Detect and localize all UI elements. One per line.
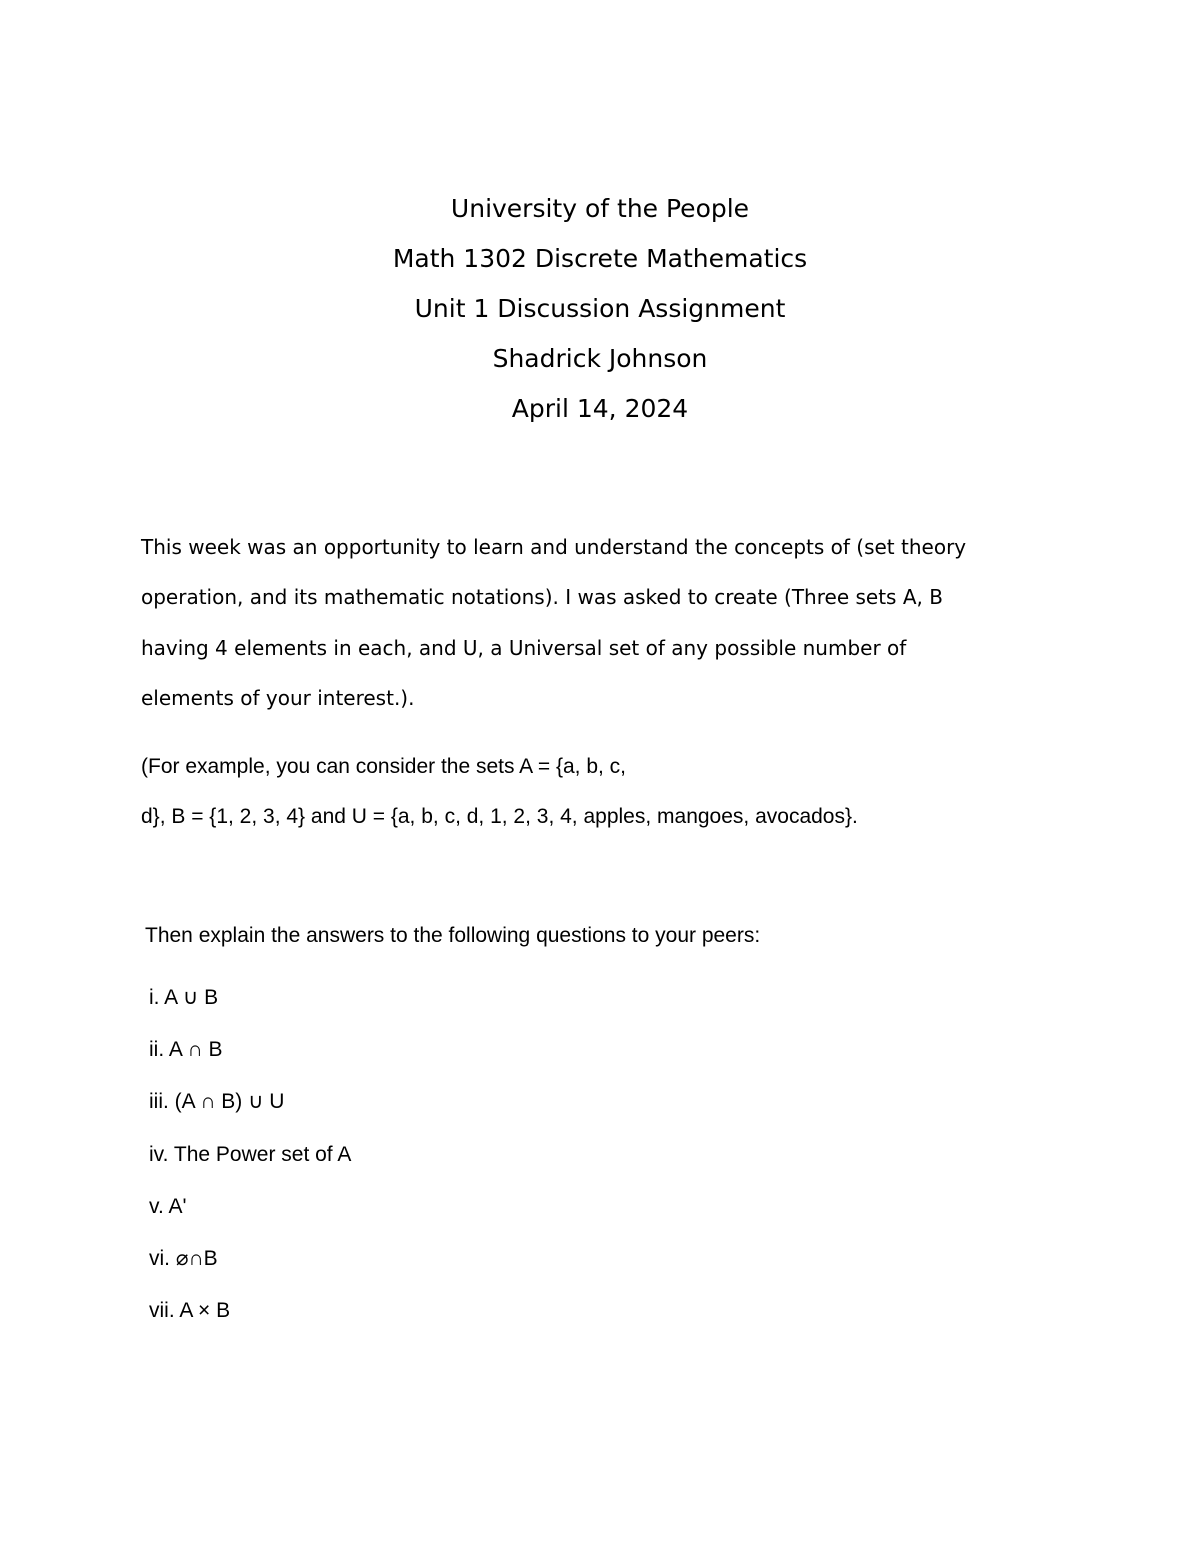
intro-line: operation, and its mathematic notations). I was asked to create (Three sets A, B	[141, 585, 943, 610]
instruction-text: Then explain the answers to the following questions to your peers:	[145, 924, 761, 947]
question-item: i. A ∪ B	[149, 986, 219, 1009]
intro-line: This week was an opportunity to learn and understand the concepts of (set theory	[141, 535, 967, 559]
document-date: April 14, 2024	[511, 394, 689, 423]
example-line: d}, B = {1, 2, 3, 4} and U = {a, b, c, d, 1, 2, 3, 4, apples, mangoes, avocados}.	[141, 805, 858, 828]
author-name: Shadrick Johnson	[492, 344, 708, 373]
question-item: ii. A ∩ B	[149, 1038, 223, 1062]
question-item: vii. A × B	[149, 1299, 231, 1323]
question-item: iv. The Power set of A	[149, 1142, 352, 1166]
course-title: Math 1302 Discrete Mathematics	[392, 244, 808, 273]
example-line: (For example, you can consider the sets A = {a, b, c,	[141, 755, 627, 778]
intro-line: having 4 elements in each, and U, a Universal set of any possible number of	[141, 635, 907, 660]
example-paragraph	[141, 752, 1061, 852]
question-item: iii. (A ∩ B) ∪ U	[149, 1090, 285, 1114]
question-item: vi. ⌀∩B	[149, 1246, 218, 1270]
question-list	[149, 983, 749, 1348]
assignment-title: Unit 1 Discussion Assignment	[414, 294, 786, 323]
question-item: v. A'	[149, 1194, 187, 1218]
intro-paragraph	[141, 532, 1061, 733]
institution-name: University of the People	[450, 194, 750, 223]
title-block	[0, 192, 1200, 442]
intro-line: elements of your interest.).	[141, 685, 415, 710]
